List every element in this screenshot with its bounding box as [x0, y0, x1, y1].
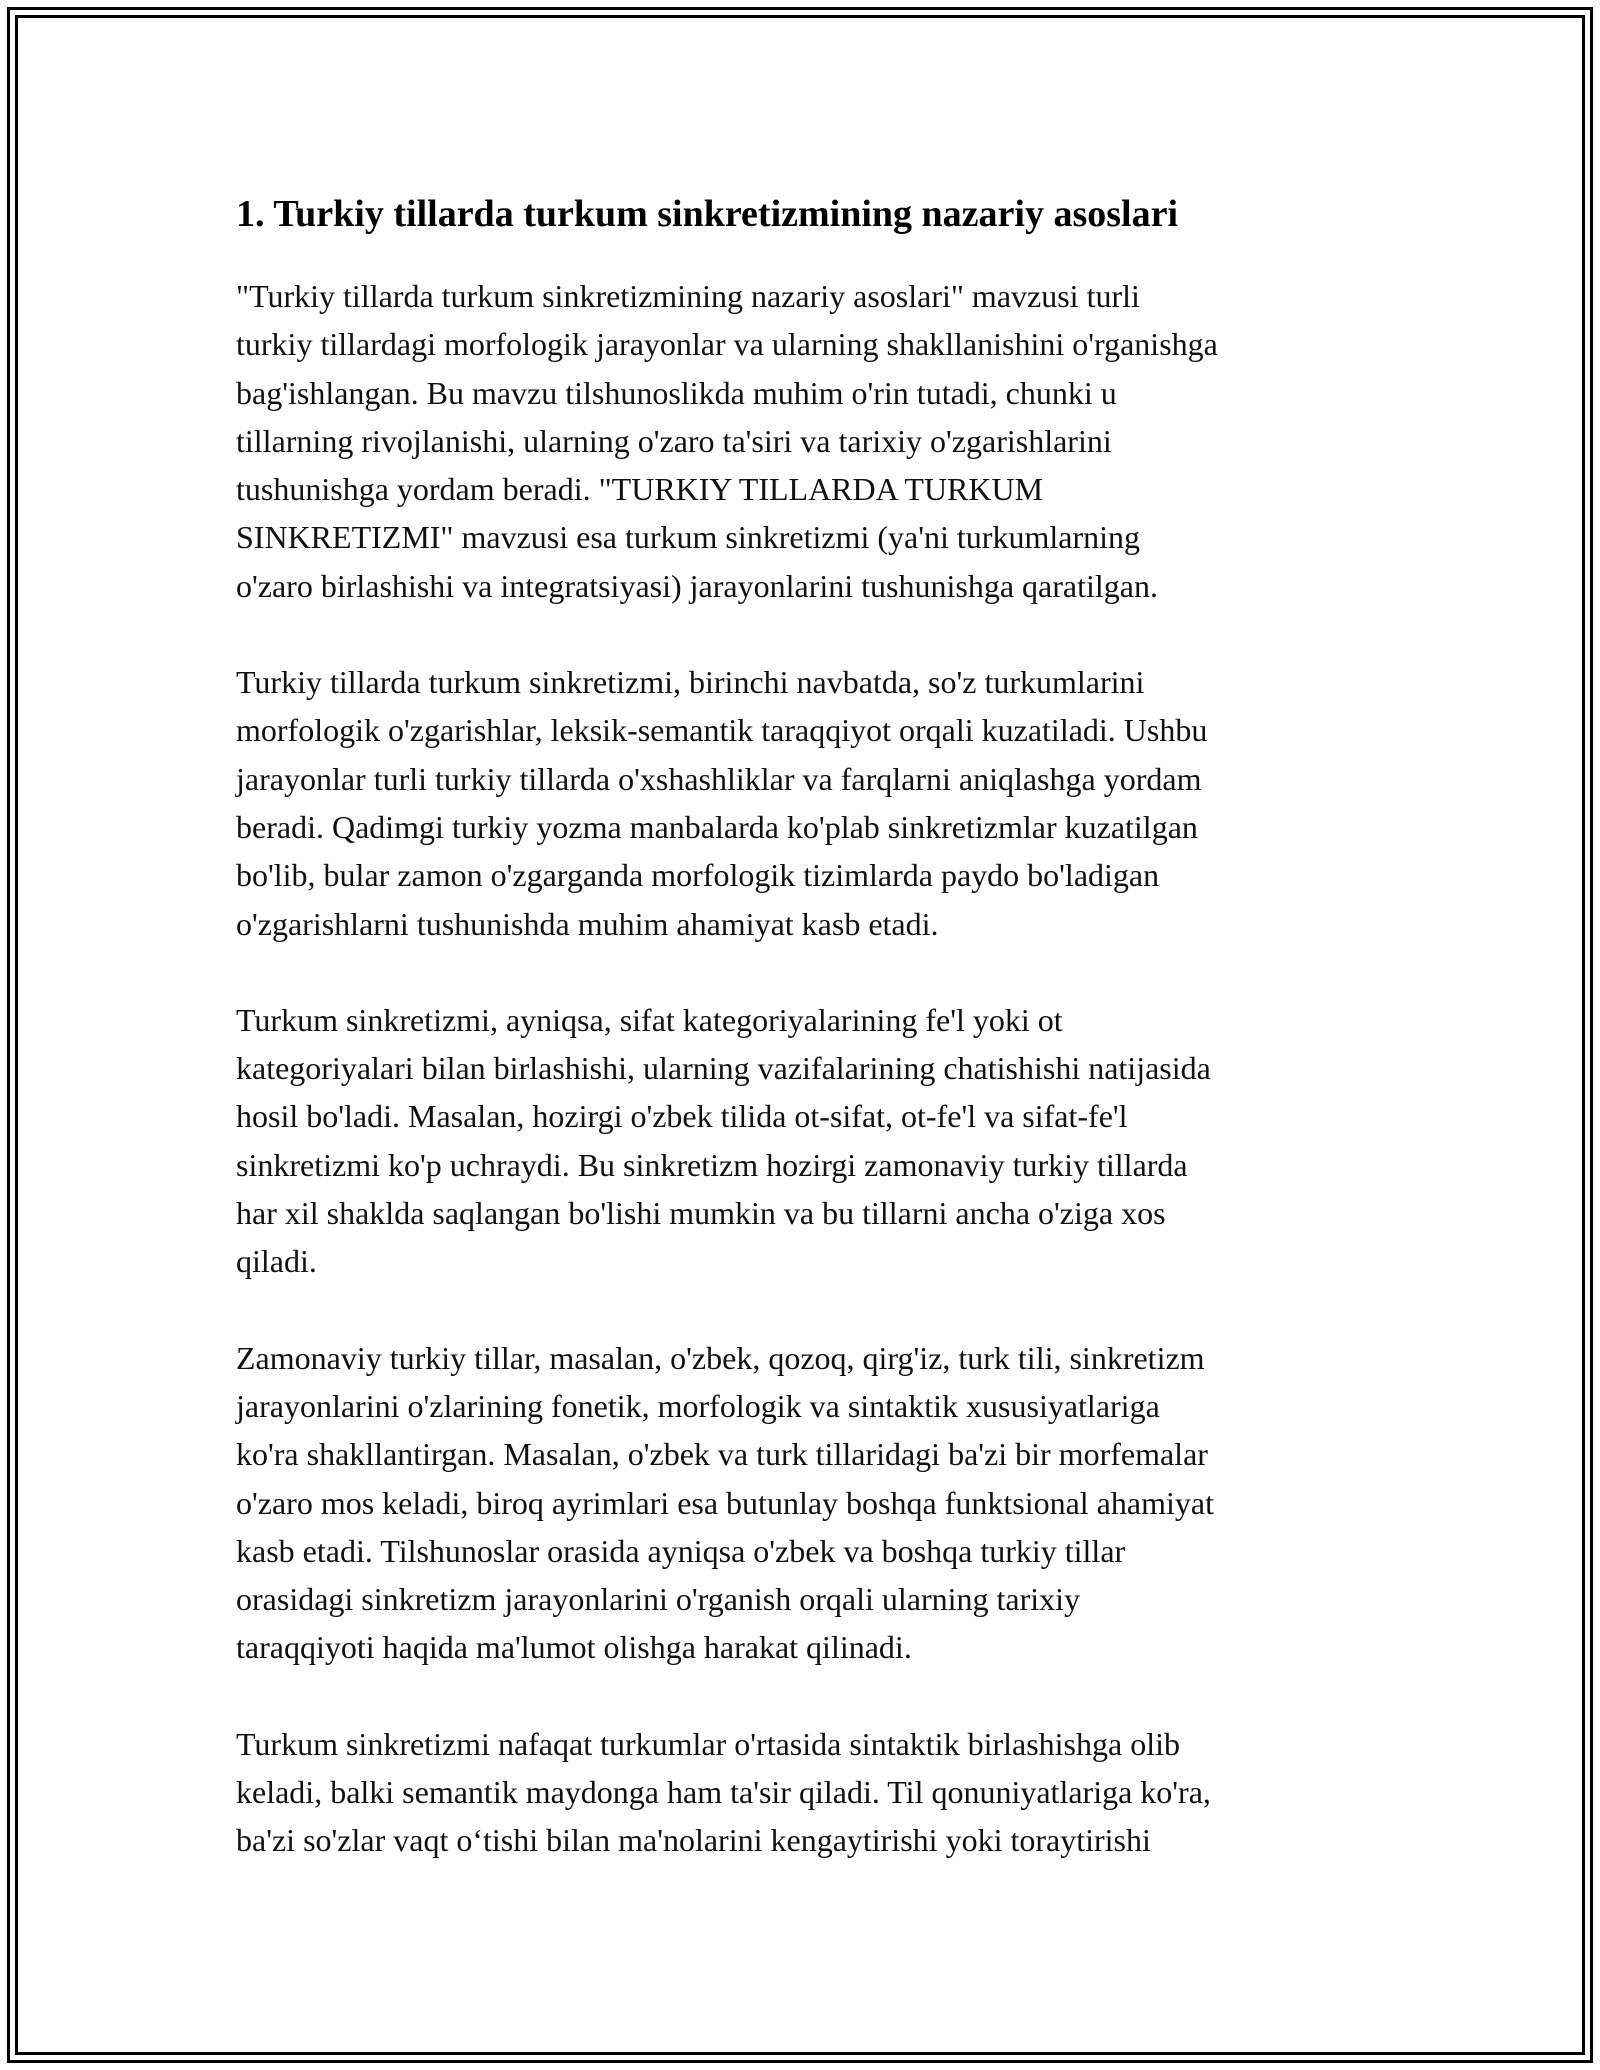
paragraph-2	[236, 658, 1366, 948]
paragraph-line: ba'zi so'zlar vaqt o‘tishi bilan ma'nolarini kengaytirishi yoki toraytirishi	[236, 1822, 1151, 1859]
paragraph-line: tillarning rivojlanishi, ularning o'zaro ta'siri va tarixiy o'zgarishlarini	[236, 422, 1112, 459]
paragraph-line: o'zaro mos keladi, biroq ayrimlari esa butunlay boshqa funktsional ahamiyat	[236, 1484, 1214, 1521]
paragraph-line: jarayonlar turli turkiy tillarda o'xshashliklar va farqlarni aniqlashga yordam	[236, 760, 1202, 797]
paragraph-line: kasb etadi. Tilshunoslar orasida ayniqsa o'zbek va boshqa turkiy tillar	[236, 1532, 1126, 1569]
document-body	[236, 184, 1366, 1913]
paragraph-line: o'zgarishlarni tushunishda muhim ahamiyat kasb etadi.	[236, 905, 939, 942]
paragraph-line: Turkiy tillarda turkum sinkretizmi, birinchi navbatda, so'z turkumlarini	[236, 664, 1145, 701]
paragraph-line: jarayonlarini o'zlarining fonetik, morfologik va sintaktik xususiyatlariga	[236, 1387, 1160, 1424]
paragraph-line: tushunishga yordam beradi. "TURKIY TILLARDA TURKUM	[236, 471, 1044, 508]
paragraph-line: Zamonaviy turkiy tillar, masalan, o'zbek, qozoq, qirg'iz, turk tili, sinkretizm	[236, 1339, 1205, 1376]
paragraph-line: keladi, balki semantik maydonga ham ta'sir qiladi. Til qonuniyatlariga ko'ra,	[236, 1774, 1211, 1811]
paragraph-1	[236, 272, 1366, 610]
paragraph-line: sinkretizmi ko'p uchraydi. Bu sinkretizm hozirgi zamonaviy turkiy tillarda	[236, 1146, 1188, 1183]
paragraph-line: bag'ishlangan. Bu mavzu tilshunoslikda muhim o'rin tutadi, chunki u	[236, 374, 1117, 411]
paragraph-line: qiladi.	[236, 1243, 317, 1280]
paragraph-4	[236, 1334, 1366, 1672]
section-heading: 1. Turkiy tillarda turkum sinkretizmining nazariy asoslari	[236, 193, 1179, 235]
paragraph-line: "Turkiy tillarda turkum sinkretizmining nazariy asoslari" mavzusi turli	[236, 278, 1140, 314]
paragraph-line: turkiy tillardagi morfologik jarayonlar va ularning shakllanishini o'rganishga	[236, 326, 1218, 363]
paragraph-line: o'zaro birlashishi va integratsiyasi) jarayonlarini tushunishga qaratilgan.	[236, 567, 1158, 604]
paragraph-3	[236, 996, 1366, 1286]
paragraph-line: morfologik o'zgarishlar, leksik-semantik taraqqiyot orqali kuzatiladi. Ushbu	[236, 712, 1208, 749]
paragraph-line: bo'lib, bular zamon o'zgarganda morfologik tizimlarda paydo bo'ladigan	[236, 857, 1160, 894]
paragraph-line: Turkum sinkretizmi, ayniqsa, sifat kategoriyalarining fe'l yoki ot	[236, 1001, 1063, 1038]
paragraph-line: orasidagi sinkretizm jarayonlarini o'rganish orqali ularning tarixiy	[236, 1581, 1081, 1618]
paragraph-5	[236, 1720, 1366, 1865]
paragraph-line: taraqqiyoti haqida ma'lumot olishga harakat qilinadi.	[236, 1629, 912, 1666]
paragraph-line: kategoriyalari bilan birlashishi, ularning vazifalarining chatishishi natijasida	[236, 1050, 1211, 1087]
paragraph-line: beradi. Qadimgi turkiy yozma manbalarda ko'plab sinkretizmlar kuzatilgan	[236, 808, 1198, 845]
paragraph-line: Turkum sinkretizmi nafaqat turkumlar o'rtasida sintaktik birlashishga olib	[236, 1725, 1180, 1762]
paragraph-line: ko'ra shakllantirgan. Masalan, o'zbek va turk tillaridagi ba'zi bir morfemalar	[236, 1436, 1208, 1473]
paragraph-line: har xil shaklda saqlangan bo'lishi mumkin va bu tillarni ancha o'ziga xos	[236, 1195, 1166, 1232]
paragraph-line: SINKRETIZMI" mavzusi esa turkum sinkretizmi (ya'ni turkumlarning	[236, 519, 1140, 556]
paragraph-line: hosil bo'ladi. Masalan, hozirgi o'zbek tilida ot-sifat, ot-fe'l va sifat-fe'l	[236, 1098, 1128, 1135]
